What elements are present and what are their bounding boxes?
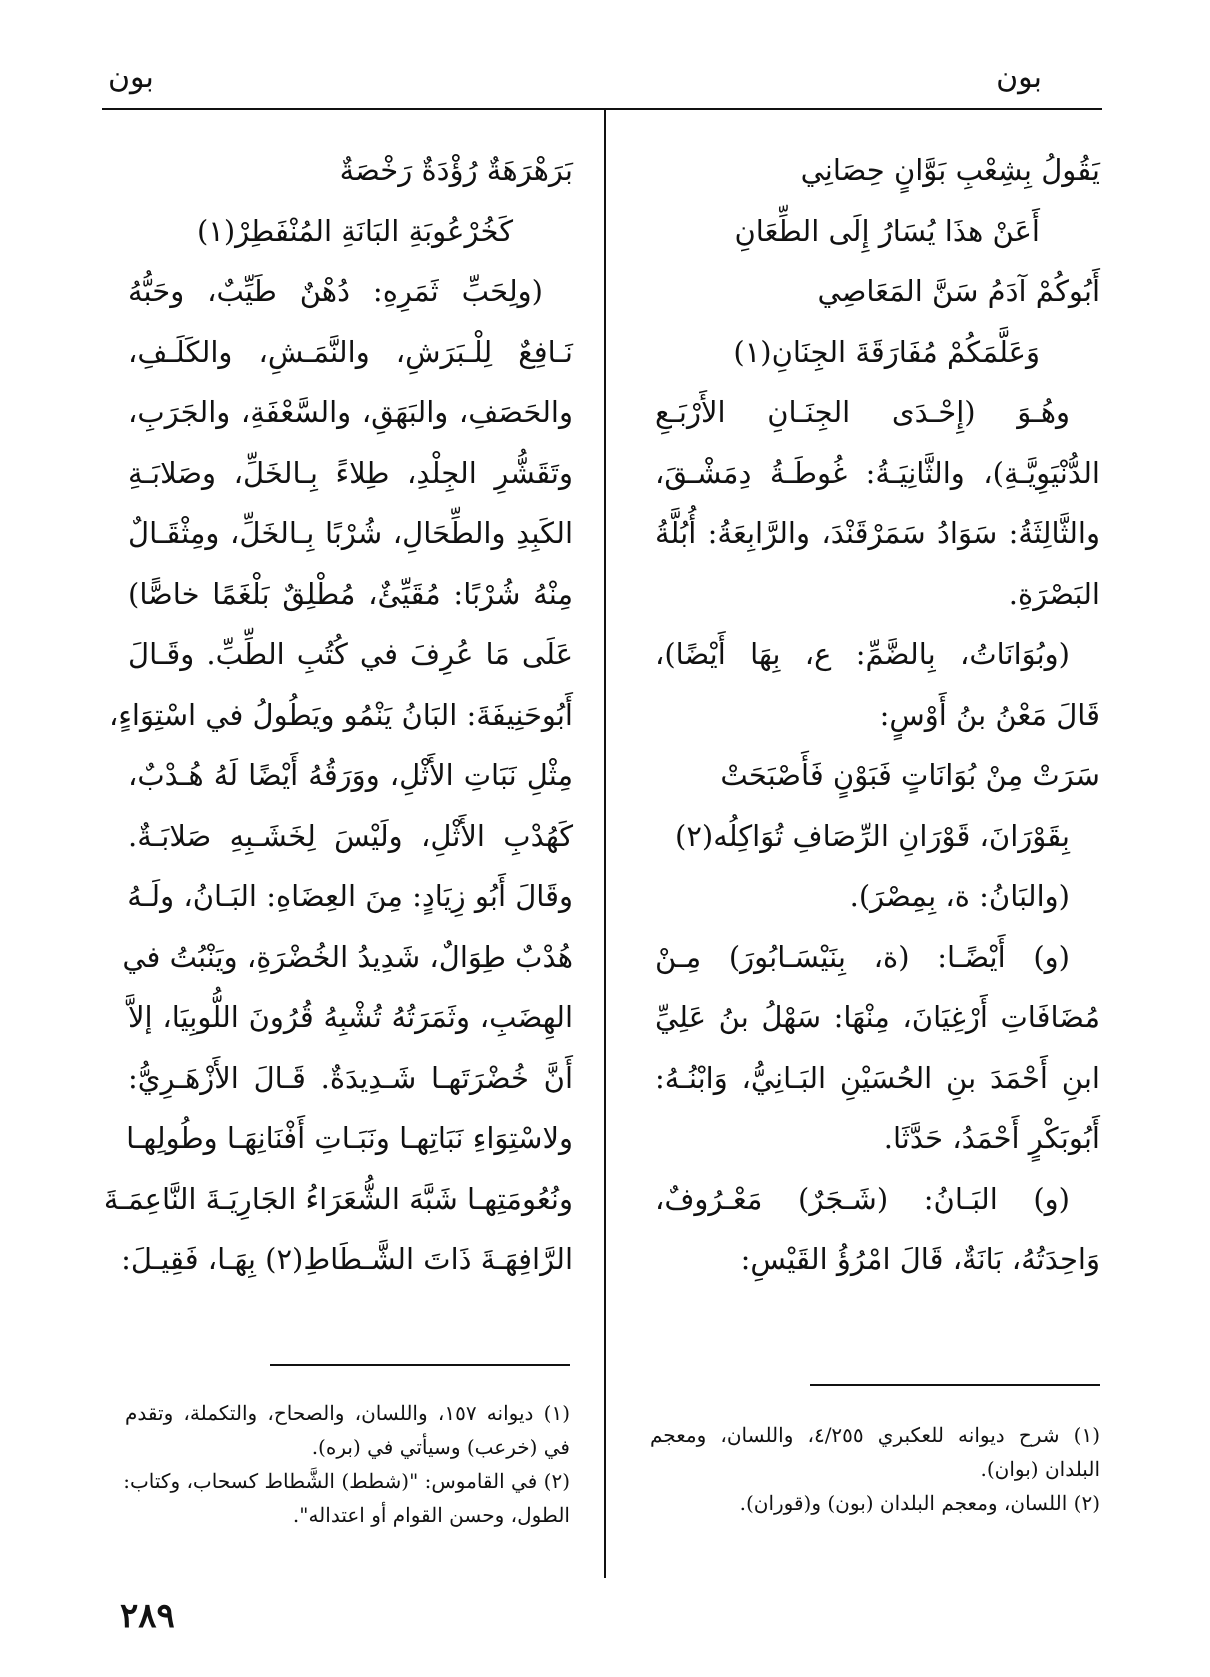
text-line: كَهُدْبِ الأَثْلِ، ولَيْسَ لِخَشَـبِهِ صَلابَـةٌ.	[128, 818, 573, 853]
text-line: قَالَ مَعْنُ بنُ أَوْسٍ:	[879, 697, 1100, 732]
text-line: مُضَافَاتِ أَرْغِيَانَ، مِنْهَا: سَهْلُ بنُ عَلِيِّ	[655, 1000, 1100, 1034]
text-line: ونُعُومَتِهـا شَبَّهَ الشُّعَرَاءُ الجَارِيَـةَ النَّاعِمَـةَ	[103, 1181, 573, 1216]
footnote-line: في (خرعب) وسيأتي في (بره).	[311, 1435, 570, 1459]
footnote-line: الطول، وحسن القوام أو اعتداله".	[292, 1503, 570, 1527]
verse-line: أَعَنْ هذَا يُسَارُ إِلَى الطِّعَانِ	[734, 213, 1040, 248]
text-line: والثَّالِثَةُ: سَوَادُ سَمَرْقَنْدَ، والرَّابِعَةُ: أُبُلَّةُ	[655, 516, 1100, 550]
footnotes-right	[650, 1418, 1100, 1520]
text-line: أَبُوحَنِيفَةَ: البَانُ يَنْمُو ويَطُولُ في اسْتِوَاءٍ،	[108, 697, 573, 732]
text-line: الدُّنْيَوِيَّـةِ)، والثَّانِيَـةُ: غُوطَـةُ دِمَشْـقَ،	[655, 455, 1100, 490]
text-line: أَنَّ خُضْرَتَهـا شَـدِيدَةٌ. قَـالَ الأَزْهَـرِيُّ:	[128, 1060, 573, 1095]
text-line: ابنِ أَحْمَدَ بنِ الحُسَيْنِ البَـانِيُّ، وَابْنُـهُ:	[655, 1060, 1100, 1095]
text-line: مِنْهُ شُرْبًا: مُقَيِّئٌ، مُطْلِقٌ بَلْغَمًا خاصًّا)	[128, 576, 573, 611]
text-line: وقَالَ أَبُو زِيَادٍ: مِنَ العِضَاهِ: البَـانُ، ولَـهُ	[127, 879, 573, 913]
text-line: هُدْبٌ طِوَالٌ، شَدِيدُ الخُضْرَةِ، ويَنْبُتُ في	[122, 939, 573, 974]
footnote-line: البلدان (بوان).	[980, 1457, 1100, 1481]
text-line: (وبُوَانَاتُ، بِالضَّمِّ: ع، بِهَا أَيْضًا)،	[655, 637, 1070, 671]
verse-line: أَبُوكُمْ آدَمُ سَنَّ المَعَاصِي	[817, 274, 1100, 308]
column-divider	[604, 108, 606, 1578]
verse-line: سَرَتْ مِنْ بُوَانَاتٍ فَبَوْنٍ فَأَصْبَحَتْ	[720, 758, 1100, 792]
text-line: وهُـوَ (إِحْـدَى الجِنَـانِ الأَرْبَـعِ	[655, 395, 1070, 429]
footnote-rule-left	[270, 1364, 570, 1366]
text-line: مِثْلِ نَبَاتِ الأَثْلِ، ووَرَقُهُ أَيْضًا لَهُ هُـدْبٌ،	[128, 758, 573, 792]
running-header-left: بون	[108, 60, 154, 95]
text-line: الكَبِدِ والطِّحَالِ، شُرْبًا بِـالخَلِّ، ومِثْقَـالٌ	[128, 516, 573, 550]
text-line: (و) البَـانُ: (شَـجَرٌ) مَعْـرُوفٌ،	[655, 1181, 1070, 1216]
text-line: وتَقَشُّرِ الجِلْدِ، طِلاءً بِـالخَلِّ، وصَلابَـةِ	[128, 455, 573, 490]
header-rule	[102, 108, 1102, 110]
page-number: ٢٨٩	[120, 1596, 175, 1636]
text-line: عَلَى مَا عُرِفَ في كُتُبِ الطِّبِّ. وقَـالَ	[128, 637, 573, 671]
footnote-rule-right	[810, 1384, 1100, 1386]
text-line: والحَصَفِ، والبَهَقِ، والسَّعْفَةِ، والجَرَبِ،	[128, 395, 573, 429]
footnote-line: (١) شرح ديوانه للعكبري ٤/٢٥٥، واللسان، ومعجم	[650, 1423, 1101, 1447]
text-line: نَـافِعٌ لِلْـبَرَشِ، والنَّمَـشِ، والكَلَـفِ،	[128, 334, 573, 369]
text-line: (والبَانُ: ة، بِمِصْرَ).	[849, 879, 1070, 913]
verse-line: بَرَهْرَهَةٌ رُؤْدَةٌ رَخْصَةٌ	[339, 153, 573, 187]
verse-line: يَقُولُ بِشِعْبِ بَوَّانٍ حِصَانِي	[800, 153, 1100, 187]
footnote-line: (٢) اللسان، ومعجم البلدان (بون) و(قوران).	[739, 1491, 1100, 1515]
right-column	[655, 140, 1100, 1290]
verse-line: بِقَوْرَانَ، قَوْرَانِ الرِّصَافِ تُوَاكِلُه(٢)	[675, 818, 1070, 853]
verse-line: كَخُرْعُوبَةِ البَانَةِ المُنْفَطِرْ(١)	[196, 213, 513, 248]
left-column	[103, 140, 573, 1290]
running-header-right: بون	[996, 60, 1042, 95]
text-line: الهِضَبِ، وثَمَرَتُهُ تُشْبِهُ قُرُونَ اللُّوبِيَا، إلاَّ	[128, 1000, 573, 1034]
text-line: ولاسْتِوَاءِ نَبَاتِهـا ونَبَـاتِ أَفْنَانِهَـا وطُولِهـا	[126, 1121, 573, 1155]
footnote-line: (١) ديوانه ١٥٧، واللسان، والصحاح، والتكملة، وتقدم	[125, 1401, 571, 1425]
footnote-line: (٢) في القاموس: "(شطط) الشَّطاط كسحاب، وكتاب:	[123, 1469, 570, 1493]
text-line: البَصْرَةِ.	[1008, 576, 1100, 611]
text-line: (و) أَيْضًـا: (ة، بِنَيْسَـابُورَ) مِـنْ	[655, 939, 1070, 974]
text-line: (ولِحَبِّ ثَمَرِهِ: دُهْنٌ طَيِّبٌ، وحَبُّهُ	[128, 274, 543, 308]
text-line: الرَّافِهَـةَ ذَاتَ الشَّـطَاطِ(٢) بِهَـا، فَقِيـلَ:	[121, 1242, 573, 1276]
verse-line: وَعَلَّمَكُمْ مُفَارَقَةَ الجِنَانِ(١)	[733, 334, 1040, 369]
text-line: أَبُوبَكْرٍ أَحْمَدُ، حَدَّثَا.	[883, 1121, 1100, 1155]
text-line: وَاحِدَتُهُ، بَانَةٌ، قَالَ امْرُؤُ القَيْسِ:	[740, 1242, 1100, 1276]
footnotes-left	[125, 1396, 570, 1532]
